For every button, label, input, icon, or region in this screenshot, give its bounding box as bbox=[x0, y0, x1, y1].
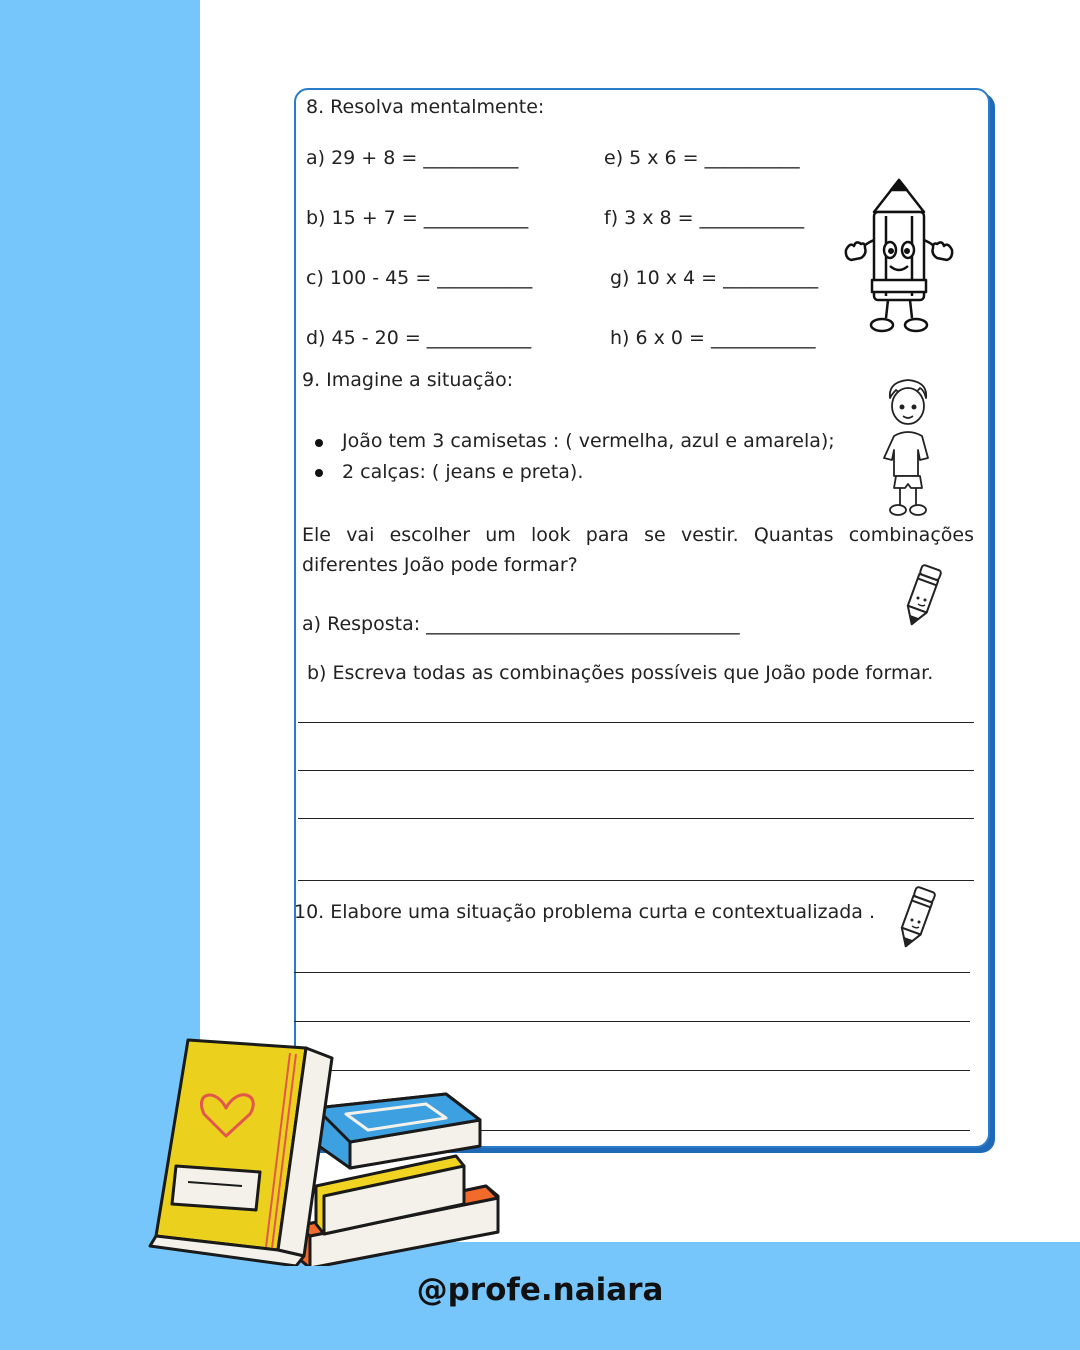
small-pencil-icon bbox=[900, 562, 944, 630]
answer-line bbox=[298, 880, 974, 881]
q8-item-c: c) 100 - 45 = __________ bbox=[306, 267, 533, 289]
q9-question-b: b) Escreva todas as combinações possíveis que João pode formar. bbox=[307, 662, 934, 684]
q9-title: 9. Imagine a situação: bbox=[302, 369, 514, 391]
q8-item-g: g) 10 x 4 = __________ bbox=[610, 267, 819, 289]
bullet-dot bbox=[315, 469, 323, 477]
answer-line bbox=[298, 722, 974, 723]
bullet-dot bbox=[315, 439, 323, 447]
q8-item-h: h) 6 x 0 = ___________ bbox=[610, 327, 816, 349]
answer-line bbox=[298, 818, 974, 819]
q9-paragraph: Ele vai escolher um look para se vestir. Quantas combinações diferentes João pode formar? bbox=[302, 524, 974, 576]
q9-bullet-1: João tem 3 camisetas : ( vermelha, azul e amarela); bbox=[342, 430, 835, 452]
q8-item-f: f) 3 x 8 = ___________ bbox=[604, 207, 805, 229]
answer-line bbox=[298, 770, 974, 771]
pencil-character-icon bbox=[842, 176, 956, 336]
answer-line bbox=[294, 972, 970, 973]
small-pencil-icon bbox=[894, 884, 938, 952]
q8-item-a: a) 29 + 8 = __________ bbox=[306, 147, 519, 169]
q9-answer-a: a) Resposta: _________________________________ bbox=[302, 613, 740, 635]
answer-line bbox=[294, 1021, 970, 1022]
author-handle: @profe.naiara bbox=[416, 1272, 664, 1308]
q8-title: 8. Resolva mentalmente: bbox=[306, 96, 545, 118]
q8-item-d: d) 45 - 20 = ___________ bbox=[306, 327, 532, 349]
q8-item-e: e) 5 x 6 = __________ bbox=[604, 147, 800, 169]
q9-bullet-2: 2 calças: ( jeans e preta). bbox=[342, 461, 584, 483]
stack-of-books-icon bbox=[146, 1036, 506, 1266]
boy-character-icon bbox=[878, 378, 938, 518]
q10-title: 10. Elabore uma situação problema curta e contextualizada . bbox=[294, 901, 876, 923]
q8-item-b: b) 15 + 7 = ___________ bbox=[306, 207, 529, 229]
